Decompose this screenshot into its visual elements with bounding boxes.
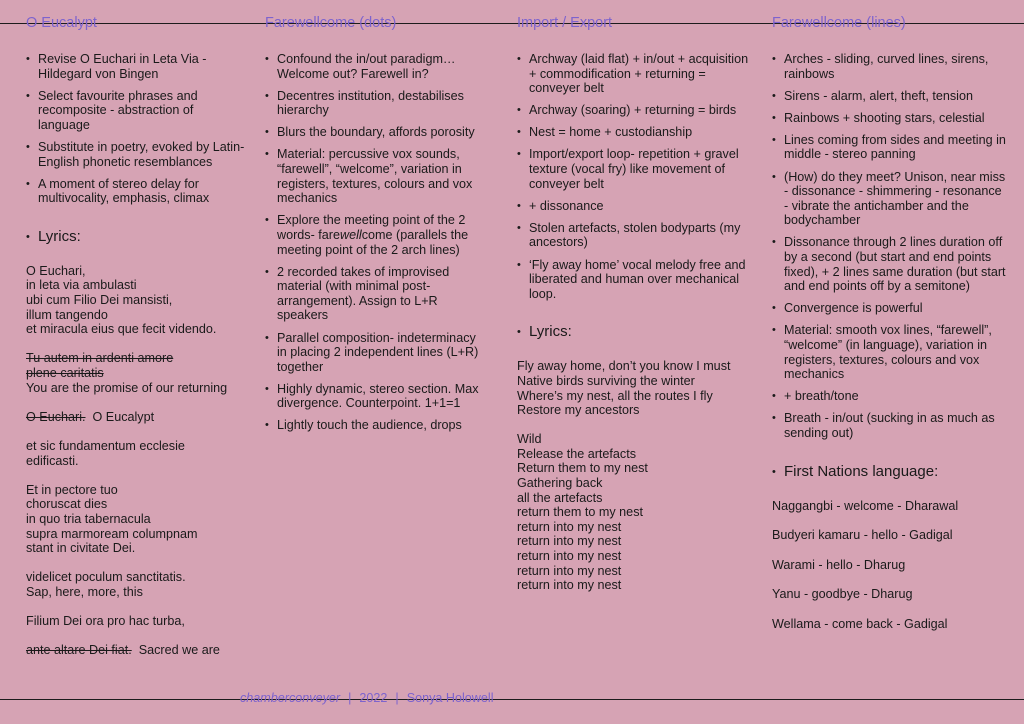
lyric-line: ubi cum Filio Dei mansisti,: [26, 293, 173, 308]
lyric-line: return into my nest: [517, 549, 622, 564]
list-item: • Breath - in/out (sucking in as much as sending out): [772, 411, 1006, 440]
list-item: • Select favourite phrases and recomposite - abstraction of language: [26, 89, 248, 133]
bottom-rule: [0, 699, 1024, 700]
stanza: [26, 439, 248, 468]
language-entry: Wellama - come back - Gadigal: [772, 616, 948, 631]
column-heading: Import / Export: [517, 15, 613, 31]
list-item: • Highly dynamic, stereo section. Max divergence. Counterpoint. 1+1=1: [265, 382, 487, 411]
list-item: • Stolen artefacts, stolen bodyparts (my ancestors): [517, 221, 751, 250]
lyrics-heading: • Lyrics:: [26, 228, 248, 246]
struck-lyric: ante altare Dei fiat.: [26, 643, 132, 658]
column-farewellcome-dots: [265, 14, 487, 441]
list-item: • Archway (laid flat) + in/out + acquisition + commodification + returning = conveyer belt: [517, 52, 751, 96]
lyric-line: Fly away home, don’t you know I must: [517, 359, 731, 374]
list-item: • Archway (soaring) + returning = birds: [517, 103, 751, 118]
list-item: • Rainbows + shooting stars, celestial: [772, 111, 1006, 126]
lyric-line: illum tangendo: [26, 307, 108, 322]
stanza: [26, 614, 248, 629]
column-heading: O Eucalypt: [26, 15, 97, 31]
lyric-line: et miracula eius que fecit videndo.: [26, 322, 217, 337]
lyric-line: return them to my nest: [517, 505, 643, 520]
bullet-list: [772, 52, 1006, 441]
footer-title: chamberconveyer: [240, 691, 341, 705]
language-entry: Warami - hello - Dharug: [772, 557, 906, 572]
list-item: • Parallel composition- indeterminacy in placing 2 independent lines (L+R) together: [265, 331, 487, 375]
stanza: [517, 432, 751, 593]
list-item: • Material: smooth vox lines, “farewell”, “welcome” (in language), variation in registers, textures, colours and vox mechanics: [772, 323, 1006, 381]
list-item: • Revise O Euchari in Leta Via - Hildegard von Bingen: [26, 52, 248, 81]
list-item: • + dissonance: [517, 199, 751, 214]
list-item: • Arches - sliding, curved lines, sirens, rainbows: [772, 52, 1006, 81]
stanza: [26, 643, 248, 658]
lyric-line: O Euchari,: [26, 263, 86, 278]
lyric-line: Sap, here, more, this: [26, 584, 143, 599]
list-item: • (How) do they meet? Unison, near miss - dissonance - shimmering - resonance - vibrate the antichamber and the bodychamber: [772, 170, 1006, 228]
lyric-line: in leta via ambulasti: [26, 278, 137, 293]
stanza: [26, 483, 248, 556]
column-o-eucalypt: [26, 14, 248, 672]
lyric-line: Filium Dei ora pro hac turba,: [26, 614, 185, 629]
footer-separator: |: [395, 691, 399, 705]
lyric-line: Release the artefacts: [517, 446, 637, 461]
footer-year: 2022: [359, 691, 388, 705]
list-item: • A moment of stereo delay for multivocality, emphasis, climax: [26, 177, 248, 206]
struck-lyric: Tu autem in ardenti amore: [26, 351, 174, 366]
lyric-line: You are the promise of our returning: [26, 380, 228, 395]
list-item: • Substitute in poetry, evoked by Latin-English phonetic resemblances: [26, 140, 248, 169]
emphasis-text: well: [340, 227, 362, 242]
stanza: [26, 570, 248, 599]
lyric-line: O Eucalypt: [92, 409, 155, 424]
footer-author: Sonya Holowell: [406, 691, 494, 705]
list-item: • Nest = home + custodianship: [517, 125, 751, 140]
list-item: • Decentres institution, destabilises hierarchy: [265, 89, 487, 118]
lyric-line: Gathering back: [517, 476, 603, 491]
lyric-line: videlicet poculum sanctitatis.: [26, 570, 186, 585]
list-item: • Convergence is powerful: [772, 301, 1006, 316]
stanza: [517, 359, 751, 417]
lyric-line: choruscat dies: [26, 497, 108, 512]
footer: [240, 691, 494, 705]
column-farewellcome-lines: [772, 14, 1006, 647]
lyric-line: Where’s my nest, all the routes I fly: [517, 388, 713, 403]
lyric-line: stant in civitate Dei.: [26, 541, 136, 556]
bullet-list: [26, 52, 248, 206]
language-entry: Yanu - goodbye - Dharug: [772, 587, 913, 602]
struck-lyric: O Euchari.: [26, 409, 86, 424]
list-item: • Explore the meeting point of the 2 words- farewellcome (parallels the meeting point of the 2 arch lines): [265, 213, 487, 257]
list-item: • + breath/tone: [772, 389, 1006, 404]
footer-separator: |: [348, 691, 352, 705]
lyric-line: in quo tria tabernacula: [26, 511, 151, 526]
first-nations-heading: • First Nations language:: [772, 463, 1006, 481]
list-item: • ‘Fly away home’ vocal melody free and liberated and human over mechanical loop.: [517, 258, 751, 302]
list-item: • Lines coming from sides and meeting in middle - stereo panning: [772, 133, 1006, 162]
list-item: • Confound the in/out paradigm… Welcome out? Farewell in?: [265, 52, 487, 81]
lyric-line: Et in pectore tuo: [26, 482, 118, 497]
lyric-line: return into my nest: [517, 534, 622, 549]
lyric-line: Restore my ancestors: [517, 403, 640, 418]
language-entry: Naggangbi - welcome - Dharawal: [772, 498, 959, 513]
list-item: • Sirens - alarm, alert, theft, tension: [772, 89, 1006, 104]
list-item: • Blurs the boundary, affords porosity: [265, 125, 487, 140]
bullet-list: [265, 52, 487, 433]
stanza: [26, 264, 248, 337]
struck-lyric: plene caritatis: [26, 366, 104, 380]
lyric-line: Return them to my nest: [517, 461, 648, 476]
list-item: • Lightly touch the audience, drops: [265, 418, 487, 433]
lyric-line: return into my nest: [517, 563, 622, 578]
lyric-line: Native birds surviving the winter: [517, 373, 695, 388]
language-entry: Budyeri kamaru - hello - Gadigal: [772, 528, 953, 543]
lyrics-heading: • Lyrics:: [517, 323, 751, 341]
list-item: • Dissonance through 2 lines duration off by a second (but start and end points fixed), + 2 lines same duration (but start and end points off by a semitone): [772, 235, 1006, 293]
column-heading: Farewellcome (dots): [265, 15, 397, 31]
lyric-line: et sic fundamentum ecclesie: [26, 438, 185, 453]
lyric-line: Wild: [517, 432, 542, 447]
column-import-export: [517, 14, 751, 607]
lyric-line: Sacred we are: [138, 643, 220, 658]
list-item: • 2 recorded takes of improvised material (with minimal post-arrangement). Assign to L+R speakers: [265, 265, 487, 323]
lyric-line: supra marmoream columpnam: [26, 526, 198, 541]
lyric-line: return into my nest: [517, 519, 622, 534]
lyric-line: return into my nest: [517, 578, 622, 593]
bullet-list: [517, 52, 751, 301]
stanza: [26, 410, 248, 425]
lyric-line: edificasti.: [26, 453, 79, 468]
column-heading: Farewellcome (lines): [772, 15, 906, 31]
list-item: • Import/export loop- repetition + gravel texture (vocal fry) like movement of conveyer belt: [517, 147, 751, 191]
list-item: • Material: percussive vox sounds, “farewell”, “welcome”, variation in registers, textures, colours and vox mechanics: [265, 147, 487, 205]
lyric-line: all the artefacts: [517, 490, 603, 505]
stanza: [26, 351, 248, 395]
